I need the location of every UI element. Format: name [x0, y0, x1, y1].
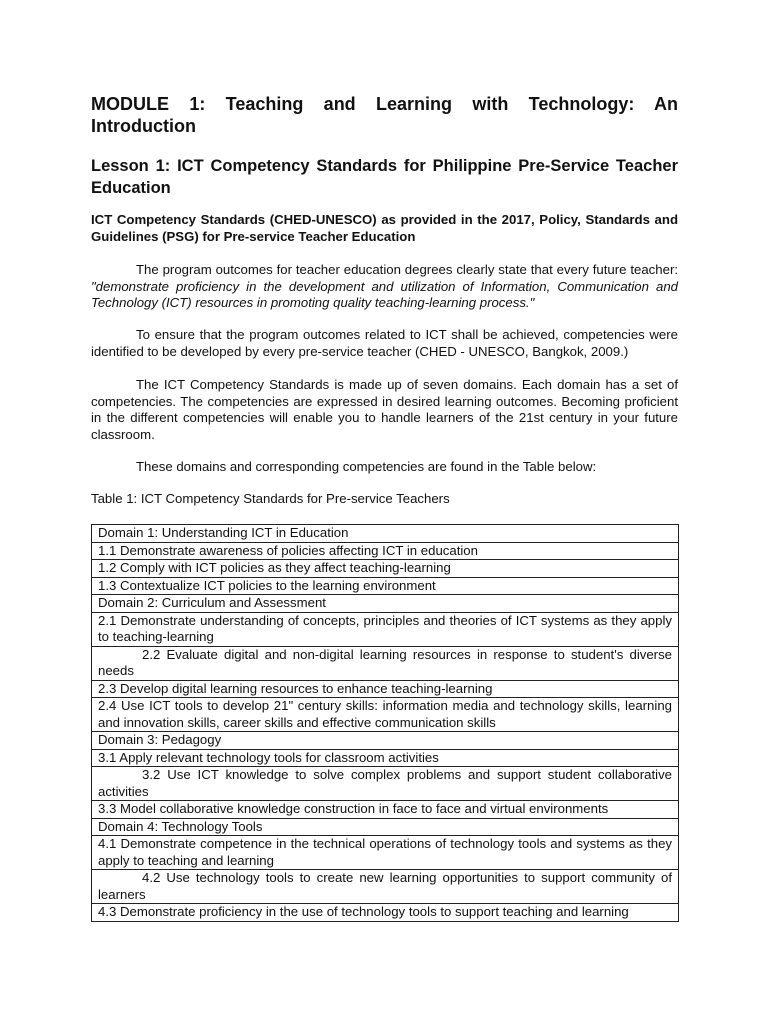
table-row [92, 767, 679, 801]
competency-cell [92, 680, 679, 698]
competency-cell [92, 749, 679, 767]
competency-table [91, 524, 679, 922]
domain-cell: Domain 4: Technology Tools [92, 818, 679, 836]
competency-text: 2.4 Use ICT tools to develop 21" century skills: information media and technology skills, learning and innovation skills, career skills and effective communication skills [98, 698, 672, 730]
paragraph-table-intro [91, 459, 678, 476]
table-row [92, 612, 679, 646]
competency-cell [92, 904, 679, 922]
competency-cell [92, 767, 679, 801]
competency-cell [92, 577, 679, 595]
competency-cell [92, 801, 679, 819]
competency-text: 2.1 Demonstrate understanding of concepts, principles and theories of ICT systems as they apply to teaching-learning [98, 612, 672, 644]
table-row [92, 577, 679, 595]
competency-cell [92, 646, 679, 680]
outcome-quote: "demonstrate proficiency in the development and utilization of Information, Communication and Technology (ICT) resources in promoting quality teaching-learning process." [91, 278, 678, 310]
table-row [92, 836, 679, 870]
competency-cell [92, 612, 679, 646]
competency-cell [92, 542, 679, 560]
competency-cell [92, 560, 679, 578]
competency-text: 4.2 Use technology tools to create new learning opportunities to support community of learners [98, 870, 672, 902]
paragraph-competencies [91, 327, 678, 360]
competency-text: 1.1 Demonstrate awareness of policies affecting ICT in education [98, 542, 478, 558]
table-row [92, 732, 679, 750]
table-row [92, 818, 679, 836]
competency-text: 1.3 Contextualize ICT policies to the learning environment [98, 577, 436, 593]
paragraph-text: The ICT Competency Standards is made up of seven domains. Each domain has a set of competencies. The competencies are expressed in desired learning outcomes. Becoming proficient in the different competencies will enable you to handle learners of the 21st century in your future classroom. [91, 377, 678, 442]
competency-text: 3.2 Use ICT knowledge to solve complex problems and support student collaborative activities [98, 767, 672, 799]
table-caption: Table 1: ICT Competency Standards for Pre-service Teachers [91, 491, 450, 506]
competency-text: 4.3 Demonstrate proficiency in the use of technology tools to support teaching and learning [98, 904, 629, 919]
table-row [92, 680, 679, 698]
lesson-title: Lesson 1: ICT Competency Standards for Philippine Pre-Service Teacher Education [91, 157, 678, 197]
competency-cell [92, 870, 679, 904]
table-row [92, 749, 679, 767]
competency-cell [92, 698, 679, 732]
table-row [92, 525, 679, 543]
table-row [92, 646, 679, 680]
competency-text: 2.2 Evaluate digital and non-digital learning resources in response to student's diverse needs [98, 646, 672, 678]
competency-text: 3.1 Apply relevant technology tools for classroom activities [98, 749, 439, 765]
domain-cell: Domain 1: Understanding ICT in Education [92, 525, 679, 543]
paragraph-lead-text: The program outcomes for teacher education degrees clearly state that every future teacher: [136, 262, 678, 277]
domain-cell: Domain 3: Pedagogy [92, 732, 679, 750]
domain-cell: Domain 2: Curriculum and Assessment [92, 595, 679, 613]
table-row [92, 870, 679, 904]
competency-cell [92, 836, 679, 870]
table-row [92, 560, 679, 578]
table-row [92, 595, 679, 613]
competency-text: 3.3 Model collaborative knowledge construction in face to face and virtual environments [98, 801, 609, 816]
table-row [92, 904, 679, 922]
competency-text: 1.2 Comply with ICT policies as they affect teaching-learning [98, 560, 451, 575]
table-row [92, 801, 679, 819]
competency-text: 4.1 Demonstrate competence in the technical operations of technology tools and systems as they apply to teaching and learning [98, 836, 672, 868]
module-title: MODULE 1: Teaching and Learning with Technology: An Introduction [91, 94, 678, 136]
standards-heading: ICT Competency Standards (CHED-UNESCO) as provided in the 2017, Policy, Standards and Guidelines (PSG) for Pre-service Teacher Education [91, 212, 678, 244]
paragraph-domains [91, 377, 678, 443]
table-row [92, 698, 679, 732]
competency-text: 2.3 Develop digital learning resources to enhance teaching-learning [98, 680, 493, 696]
paragraph-text: These domains and corresponding competencies are found in the Table below: [136, 459, 597, 474]
table-row [92, 542, 679, 560]
paragraph-text: To ensure that the program outcomes related to ICT shall be achieved, competencies were identified to be developed by every pre-service teacher (CHED - UNESCO, Bangkok, 2009.) [91, 327, 678, 359]
paragraph-program-outcomes [91, 262, 678, 312]
